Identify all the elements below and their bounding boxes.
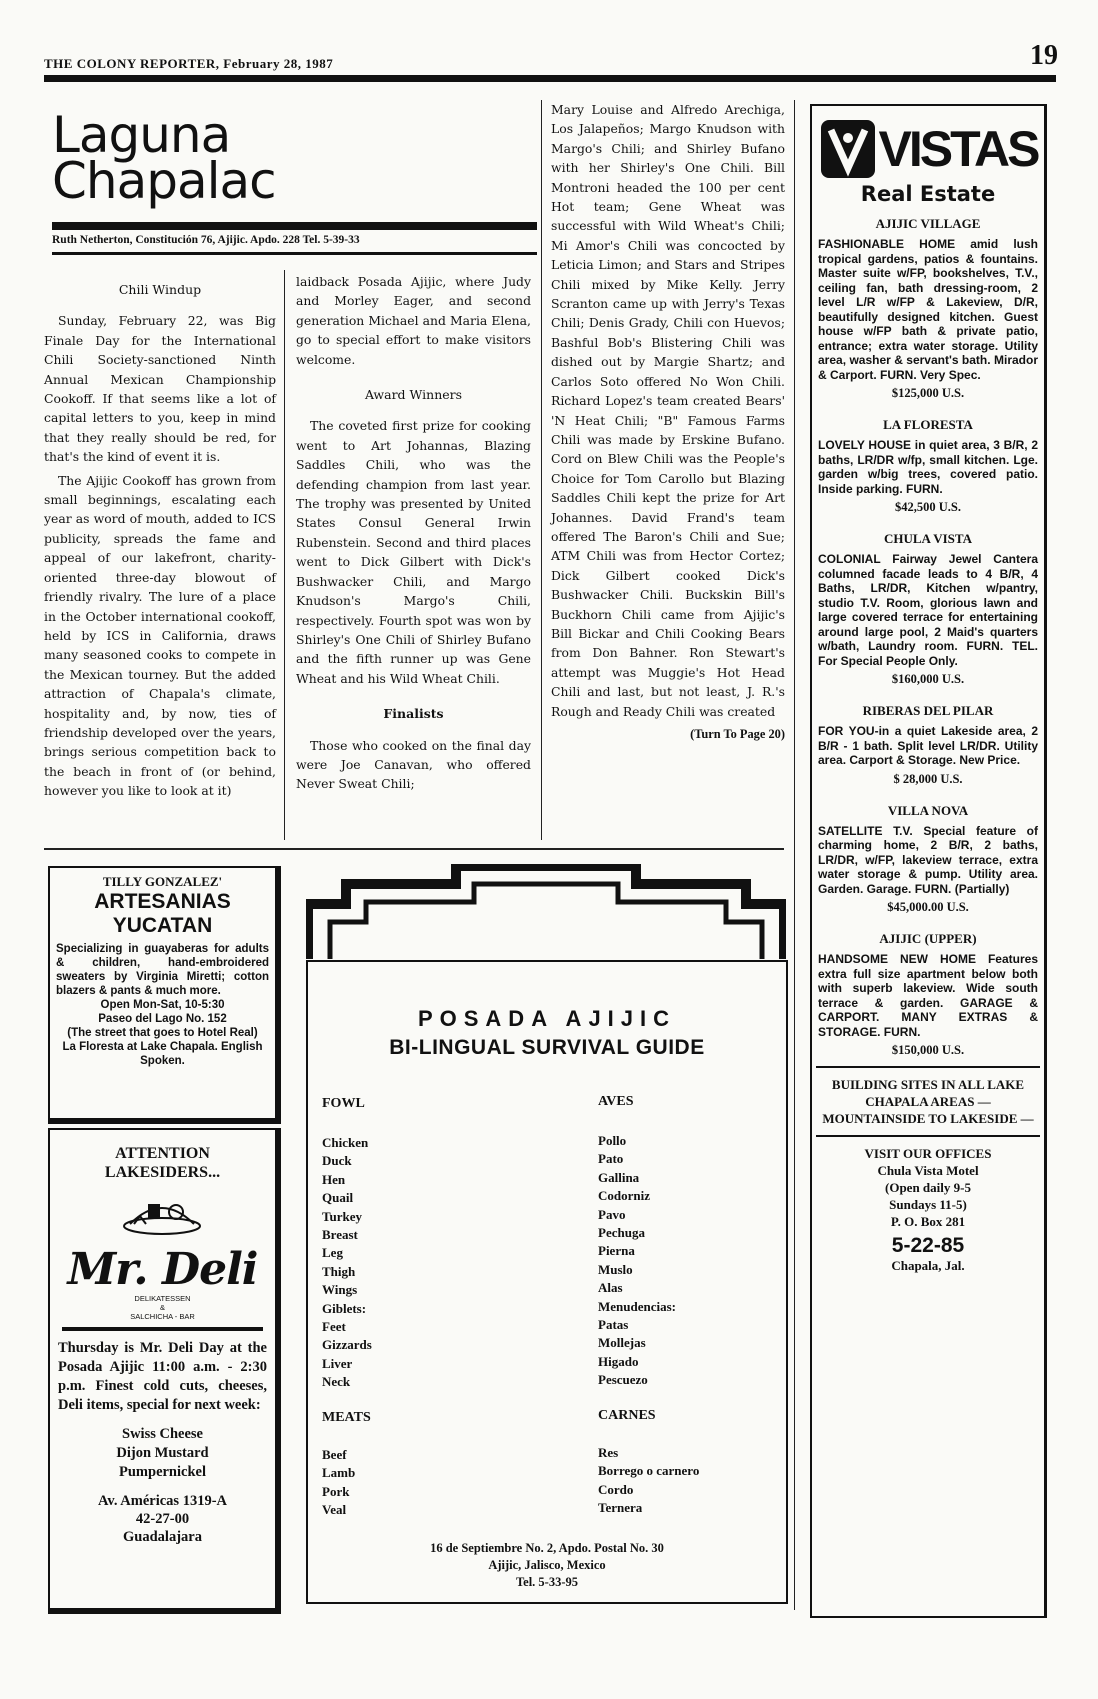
article-column-2 — [296, 272, 531, 798]
section-title-chili-windup: Chili Windup — [118, 282, 202, 297]
listing-price: $ 28,000 U.S. — [893, 771, 963, 786]
list-item: Pierna — [598, 1243, 635, 1259]
list-item: Codorniz — [598, 1188, 650, 1204]
vistas-city: Chapala, Jal. — [891, 1258, 965, 1273]
listing-price: $45,000.00 U.S. — [887, 900, 969, 914]
carnes-heading: CARNES — [598, 1408, 656, 1423]
posada-title: POSADA AJIJIC — [417, 1006, 677, 1031]
posada-subtitle: BI-LINGUAL SURVIVAL GUIDE — [389, 1036, 705, 1059]
vistas-visit-line4: Sundays 11-5) — [889, 1197, 967, 1212]
list-item: Breast — [322, 1227, 358, 1243]
fowl-heading: FOWL — [322, 1096, 365, 1111]
list-item: Beef — [322, 1447, 347, 1462]
fowl-list — [322, 1134, 372, 1392]
list-item: Alas — [598, 1280, 623, 1296]
listing-price: $150,000 U.S. — [891, 1043, 965, 1057]
listing-title: AJIJIC (UPPER) — [879, 931, 977, 946]
continued-notice: (Turn To Page 20) — [690, 727, 785, 741]
header-rule — [44, 75, 1056, 82]
byline-rule-bottom — [52, 252, 537, 255]
aves-list — [598, 1132, 676, 1390]
list-item: Res — [598, 1445, 619, 1460]
vistas-rule-1 — [816, 1066, 1040, 1068]
column-divider-2 — [541, 100, 542, 840]
listing-title: VILLA NOVA — [887, 802, 969, 818]
list-item: Neck — [322, 1374, 351, 1390]
vistas-subtitle: Real Estate — [860, 182, 996, 206]
ad-deli-body: Thursday is Mr. Deli Day at the Posada Ajijic 11:00 a.m. - 2:30 p.m. Finest cold cuts, cheeses, Deli items, special for next week: — [58, 1340, 267, 1413]
column-divider-1 — [284, 270, 285, 840]
masthead-line1: Laguna — [52, 106, 231, 164]
column-divider-3 — [794, 100, 795, 1610]
list-item: Higado — [598, 1353, 639, 1369]
ad-tilly-line3: YUCATAN — [112, 914, 213, 937]
listing-body: HANDSOME NEW HOME Features extra full size apartment below both with superb lakeview. Wide south terrace & garden. GARAGE & CARPORT. MANY EXTRAS & STORAGE. FURN. — [818, 952, 1038, 1039]
list-item: Liver — [322, 1355, 353, 1371]
ad-deli-addr3: Guadalajara — [123, 1529, 202, 1545]
vistas-visit — [812, 1145, 1044, 1230]
list-item: Gizzards — [322, 1337, 372, 1353]
listing-title: AJIJIC VILLAGE — [875, 216, 981, 231]
ad-deli-item1: Swiss Cheese — [122, 1426, 203, 1442]
article-paragraph: Sunday, February 22, was Big Finale Day for the International Chili Society-sanctioned Ninth Annual Mexican Championship Cookoff. If that seems like a lot of capital letters to you, keep in mind that they really should be red, for that's the kind of event it is. — [44, 313, 276, 465]
list-item: Feet — [322, 1319, 346, 1335]
carnes-list — [598, 1444, 699, 1518]
meats-heading: MEATS — [322, 1410, 371, 1425]
ad-deli-item2: Dijon Mustard — [116, 1445, 209, 1461]
vistas-v-icon — [819, 118, 877, 180]
ad-deli-logo: Mr. Deli — [67, 1244, 258, 1295]
ad-mr-deli — [48, 1128, 281, 1614]
list-item: Pollo — [598, 1133, 627, 1148]
section-title-finalists: Finalists — [383, 706, 444, 722]
list-item: Borrego o carnero — [598, 1463, 700, 1479]
vistas-visit-line5: P. O. Box 281 — [890, 1214, 966, 1229]
listing-body: LOVELY HOUSE in quiet area, 3 B/R, 2 baths, LR/DR w/fp, small kitchen. Lge. garden w/big trees, covered patio. Inside parking. FURN. — [818, 438, 1038, 496]
listing-price: $42,500 U.S. — [895, 500, 961, 514]
ad-tilly-body: Specializing in guayaberas for adults & children, hand-embroidered sweaters by Virginia Miretti; cotton blazers & pants & much more. — [56, 943, 269, 997]
ad-tilly-address3: La Floresta at Lake Chapala. English Spoken. — [62, 1041, 263, 1067]
list-item: Turkey — [322, 1208, 362, 1224]
list-item: Giblets: — [322, 1300, 367, 1316]
ad-deli-sub1: DELIKATESSEN — [134, 1294, 191, 1303]
vistas-phone: 5-22-85 — [891, 1234, 965, 1257]
meats-list — [322, 1446, 355, 1520]
list-item: Pescuezo — [598, 1372, 648, 1388]
list-item: Lamb — [322, 1465, 356, 1481]
listing-body: SATELLITE T.V. Special feature of charming home, 2 B/R, 2 baths, LR/DR, w/FP, lakeview terrace, extra water storage & pump. Utility area. Garden. Garage. FURN. (Partially) — [818, 823, 1038, 896]
ad-deli-addr2: 42-27-00 — [135, 1511, 190, 1527]
ad-deli-sub3: SALCHICHA - BAR — [130, 1312, 195, 1321]
article-column-3 — [551, 100, 785, 744]
ad-deli-sub2: & — [159, 1303, 165, 1312]
posada-address — [308, 1540, 786, 1591]
ad-deli-rule — [62, 1327, 263, 1331]
listing-title: CHULA VISTA — [883, 531, 973, 546]
list-item: Hen — [322, 1171, 346, 1187]
list-item: Pavo — [598, 1206, 626, 1222]
vistas-logo — [812, 118, 1044, 180]
ad-artesanias-yucatan — [48, 866, 281, 1124]
newspaper-header: THE COLONY REPORTER, February 28, 1987 — [44, 56, 334, 71]
list-item: Veal — [322, 1502, 347, 1518]
list-item: Gallina — [598, 1169, 640, 1185]
listing-title: RIBERAS DEL PILAR — [862, 703, 994, 718]
list-item: Muslo — [598, 1261, 633, 1277]
vistas-visit-line1: VISIT OUR OFFICES — [864, 1146, 992, 1161]
ad-deli-head1: ATTENTION — [115, 1145, 210, 1162]
vistas-visit-line2: Chula Vista Motel — [877, 1163, 979, 1178]
ad-deli-item3: Pumpernickel — [119, 1464, 206, 1480]
listing-body: FOR YOU-in a quiet Lakeside area, 2 B/R - 1 bath. Split level LR/DR. Utility area. Carport & Storage. New Price. — [818, 724, 1038, 767]
page-number: 19 — [1030, 40, 1058, 71]
ad-deli-head2: LAKESIDERS... — [104, 1164, 221, 1181]
article-column-1 — [44, 272, 276, 805]
list-item: Mollejas — [598, 1335, 646, 1351]
byline-rule-top — [52, 222, 537, 230]
list-item: Thigh — [322, 1263, 356, 1279]
list-item: Patas — [598, 1317, 629, 1333]
list-item: Duck — [322, 1153, 352, 1169]
section-title-award-winners: Award Winners — [364, 387, 463, 403]
column-masthead — [52, 106, 292, 210]
vistas-visit-line3: (Open daily 9-5 — [885, 1180, 971, 1195]
ad-tilly-hours: Open Mon-Sat, 10-5:30 — [100, 999, 225, 1011]
ad-tilly-line2: ARTESANIAS — [94, 890, 231, 913]
article-bottom-rule — [44, 848, 784, 850]
list-item: Leg — [322, 1245, 343, 1261]
list-item: Pork — [322, 1483, 350, 1499]
list-item: Wings — [322, 1282, 358, 1298]
article-paragraph: Mary Louise and Alfredo Arechiga, Los Jalapeños; Margo Knudson with Margo's Chili; and Shirley Bufano with her Shirley's One Chili. Bill Montroni headed the 100 per cent Hot team; Gene Wheat was successful with Wild Wheat's Chili; Mi Amor's Chili was concocted by Leticia Limon; and Stars and Stripes Chili mixed by Mike Kelly. Jerry Scranton came up with Jerry's Texas Chili; Denis Grady, Chili con Huevos; Bashful Bob's Blistering Chili was dished out by Margie Shartz; and Carlos Soto offered No Won Chili. Richard Lopez's team created Bears' 'N Heat Chili; "B" Famous Farms Chili was made by Erskine Bufano. Cord on Blew Chili was the People's Choice for Tom Carollo but Blazing Saddles Chili kept the prize for Art Johannes. David Frand's team offered The Baron's Chili and Sue; ATM Chili was from Hector Cortez; Dick Gilbert cooked Dick's Bushwacker Chili. Buckskin Bill's Buckhorn Chili came from Ajijic's Bill Bickar and Chili Cooking Bears from Don Bahner. Ron Stewart's attempt was Muggie's Hot Head Chili and last, but not least, J. R.'s Rough and Ready Chili was created — [551, 102, 785, 719]
posada-address-line3: Tel. 5-33-95 — [515, 1575, 579, 1589]
column-byline: Ruth Netherton, Constitución 76, Ajijic. Apdo. 228 Tel. 5-39-33 — [52, 234, 360, 246]
list-item: Cordo — [598, 1481, 634, 1497]
ad-tilly-line1: TILLY GONZALEZ' — [102, 874, 223, 889]
vistas-building-sites: BUILDING SITES IN ALL LAKE CHAPALA AREAS — MOUNTAINSIDE TO LAKESIDE — — [822, 1077, 1034, 1126]
listing-body: COLONIAL Fairway Jewel Cantera columned facade leads to 4 B/R, 4 Baths, LR/DR, Kitchen w/pantry, studio T.V. Room, glorious lawn and large covered terrace for entertaining around large pool, 2 Maid's quarters w/bath, Laundry room. FURN. TEL. For Special People Only. — [818, 552, 1038, 668]
article-paragraph: Those who cooked on the final day were Joe Canavan, who offered Never Sweat Chili; — [296, 737, 531, 792]
article-paragraph: The coveted first prize for cooking went to Art Johannas, Blazing Saddles Chili, who was the defending champion from last year. The trophy was presented by United States Consul General Irwin Rubenstein. Second and third places went to Dick Gilbert with Dick's Bushwacker Chili, and Margo Knudson's Margo's Chili, respectively. Fourth spot was won by Shirley's One Chili of Shirley Bufano and the fifth runner up was Gene Wheat and his Wild Wheat Chili. — [296, 418, 531, 686]
article-paragraph: laidback Posada Ajijic, where Judy and Morley Eager, and second generation Michael and Maria Elena, go to special effort to make visitors welcome. — [296, 274, 531, 367]
masthead-line2: Chapalac — [52, 152, 276, 210]
posada-address-line2: Ajijic, Jalisco, Mexico — [488, 1558, 606, 1572]
list-item: Chicken — [322, 1135, 369, 1150]
listing-price: $125,000 U.S. — [891, 386, 965, 400]
list-item: Pechuga — [598, 1225, 645, 1241]
list-item: Pato — [598, 1151, 624, 1167]
list-item: Ternera — [598, 1500, 643, 1516]
vistas-listings — [812, 216, 1044, 1058]
listing-body: FASHIONABLE HOME amid lush tropical gardens, patios & fountains. Master suite w/FP, bookshelves, T.V., ceiling fan, bath dressing-room, 2 level L/R w/FP & Lakeview, D/R, beautifully designed kitchen. Guest house w/FP bath & private patio, entrance; extra water storage. Utility area, washer & servant's bath. Mirador & Carport. FURN. Very Spec. — [818, 237, 1038, 382]
list-item: Menudencias: — [598, 1298, 676, 1314]
ad-tilly-address1: Paseo del Lago No. 152 — [98, 1013, 227, 1025]
list-item: Quail — [322, 1190, 354, 1206]
vistas-logo-text: VISTAS — [878, 121, 1038, 177]
listing-price: $160,000 U.S. — [891, 672, 965, 686]
ad-posada-ajijic — [306, 960, 788, 1604]
vistas-rule-2 — [816, 1135, 1040, 1137]
article-paragraph: The Ajijic Cookoff has grown from small beginnings, escalating each year as word of mouth, added to ICS publicity, spreads the fame and appeal of our lakefront, charity-oriented three-day blowout of friendly rivalry. The lure of a place in the October international cookoff, held by ICS in California, draws many seasoned cooks to compete in the Mexican tourney. But the added attraction of Chapala's climate, hospitality and, by now, ties of friendship developed over the years, brings serious competition back to the beach in front of (or behind, however you like to look at it) — [44, 472, 276, 799]
posada-address-line1: 16 de Septiembre No. 2, Apdo. Postal No. 30 — [430, 1541, 664, 1555]
ad-deli-addr1: Av. Américas 1319-A — [98, 1493, 227, 1509]
aves-heading: AVES — [598, 1094, 634, 1109]
ad-vistas-real-estate — [810, 104, 1047, 1618]
posada-arch-decoration — [306, 864, 786, 964]
listing-title: LA FLORESTA — [883, 417, 973, 432]
ad-tilly-address2: (The street that goes to Hotel Real) — [67, 1027, 258, 1039]
deli-platter-icon — [50, 1182, 275, 1242]
